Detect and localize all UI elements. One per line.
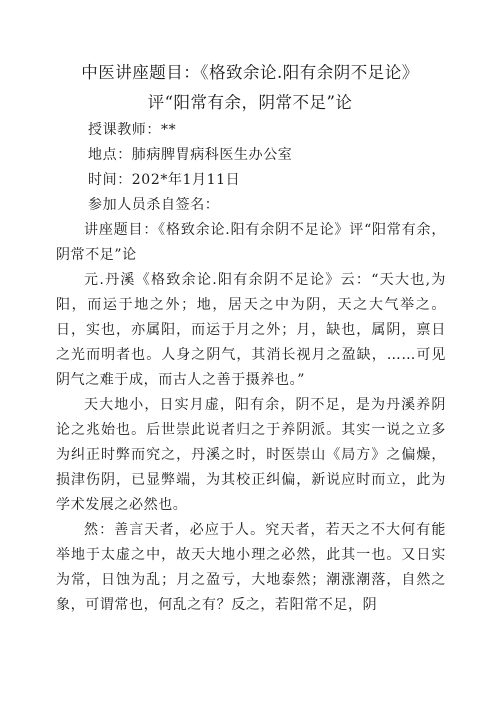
paragraph-analysis: 天大地小，日实月虚，阳有余，阴不足，是为丹溪养阴论之兆始也。后世崇此说者归之于养阴派。其实一说之立多为纠正时弊而究之，丹溪之时，时医崇山《局方》之偏燥，损津伤阴，已显弊端，为其校正纠偏，新说应时而立，此为学术发展之必然也。 [56,397,446,513]
paragraph-quote: 元.丹溪《格致余论.阳有余阴不足论》云：“天大也,为阳，而运于地之外；地，居天之中为阴，天之大气举之。日，实也，亦属阳，而运于月之外；月，缺也，属阴，禀日之光而明者也。人身之阴气，其消长视月之盈缺，……可见阴气之难于成，而古人之善于摄养也。” [56,272,446,388]
teacher-line: 授课教师：** [88,122,177,138]
paragraph-rebuttal: 然：善言天者，必应于人。究天者，若天之不大何有能举地于太虚之中，故天大地小理之必然，此其一也。又日实为常，日蚀为乱；月之盈亏，大地泰然；潮涨潮落，自然之象，可谓常也，何乱之有？反之，若阳常不足，阴 [56,522,446,613]
body-text [56,218,446,618]
signin-line: 参加人员杀自签名： [88,197,220,213]
time-line: 时间：202*年1月11日 [88,172,241,188]
location-line: 地点：肺病脾胃病科医生办公室 [88,147,293,163]
paragraph-topic: 讲座题目：《格致余论.阳有余阴不足论》评“阳常有余，阴常不足”论 [56,222,446,263]
document-title: 中医讲座题目：《格致余论.阳有余阴不足论》评“阳常有余，阴常不足”论 [81,63,419,112]
